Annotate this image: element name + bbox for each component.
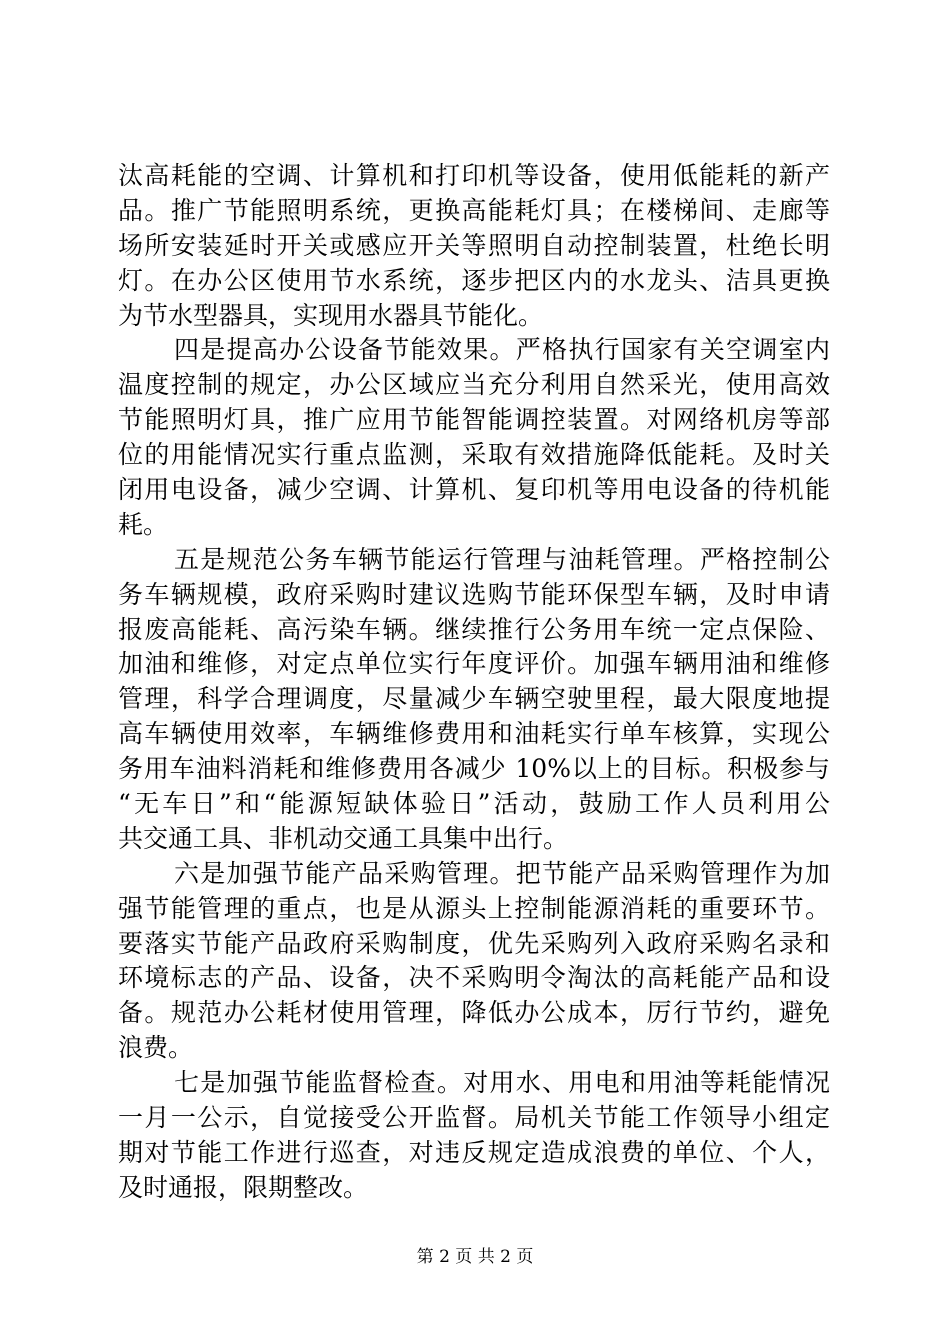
text-line: 强节能管理的重点，也是从源头上控制能源消耗的重要环节。 xyxy=(118,893,830,923)
text-line: 四是提高办公设备节能效果。严格执行国家有关空调室内 xyxy=(174,335,830,365)
text-line: 要落实节能产品政府采购制度，优先采购列入政府采购名录和 xyxy=(118,928,830,958)
text-line: 闭用电设备，减少空调、计算机、复印机等用电设备的待机能 xyxy=(118,475,830,505)
text-line: 期对节能工作进行巡查，对违反规定造成浪费的单位、个人， xyxy=(118,1137,830,1167)
text-line: 五是规范公务车辆节能运行管理与油耗管理。严格控制公 xyxy=(174,544,830,574)
text-line: 灯。在办公区使用节水系统，逐步把区内的水龙头、洁具更换 xyxy=(118,265,830,295)
text-line: 管理，科学合理调度，尽量减少车辆空驶里程，最大限度地提 xyxy=(118,684,830,714)
text-line: 节能照明灯具，推广应用节能智能调控装置。对网络机房等部 xyxy=(118,405,830,435)
text-line: 汰高耗能的空调、计算机和打印机等设备，使用低能耗的新产 xyxy=(118,161,830,190)
text-line: “无车日”和“能源短缺体验日”活动，鼓励工作人员利用公 xyxy=(118,789,830,819)
text-line: 共交通工具、非机动交通工具集中出行。 xyxy=(118,823,569,853)
page-footer: 第 2 页 共 2 页 xyxy=(416,1247,534,1267)
text-line: 位的用能情况实行重点监测，采取有效措施降低能耗。及时关 xyxy=(118,440,830,470)
text-line: 浪费。 xyxy=(118,1033,194,1063)
text-line: 耗。 xyxy=(118,509,169,539)
text-line: 品。推广节能照明系统，更换高能耗灯具；在楼梯间、走廊等 xyxy=(118,195,830,225)
text-line: 六是加强节能产品采购管理。把节能产品采购管理作为加 xyxy=(174,858,830,888)
text-line: 为节水型器具，实现用水器具节能化。 xyxy=(118,300,544,330)
text-line: 务车辆规模，政府采购时建议选购节能环保型车辆，及时申请 xyxy=(118,579,830,609)
document-body xyxy=(118,159,830,1206)
text-line: 温度控制的规定，办公区域应当充分利用自然采光，使用高效 xyxy=(118,370,830,400)
text-line: 七是加强节能监督检查。对用水、用电和用油等耗能情况 xyxy=(174,1068,830,1098)
text-line: 高车辆使用效率，车辆维修费用和油耗实行单车核算，实现公 xyxy=(118,719,830,749)
text-line: 备。规范办公耗材使用管理，降低办公成本，厉行节约，避免 xyxy=(118,998,830,1028)
text-line: 场所安装延时开关或感应开关等照明自动控制装置，杜绝长明 xyxy=(118,230,830,260)
text-line: 一月一公示，自觉接受公开监督。局机关节能工作领导小组定 xyxy=(118,1103,830,1133)
text-line: 务用车油料消耗和维修费用各减少 10%以上的目标。积极参与 xyxy=(118,754,830,784)
text-line: 及时通报，限期整改。 xyxy=(118,1172,369,1202)
text-line: 加油和维修，对定点单位实行年度评价。加强车辆用油和维修 xyxy=(118,649,830,679)
text-line: 报废高能耗、高污染车辆。继续推行公务用车统一定点保险、 xyxy=(118,614,830,644)
text-line: 环境标志的产品、设备，决不采购明令淘汰的高耗能产品和设 xyxy=(118,963,830,993)
